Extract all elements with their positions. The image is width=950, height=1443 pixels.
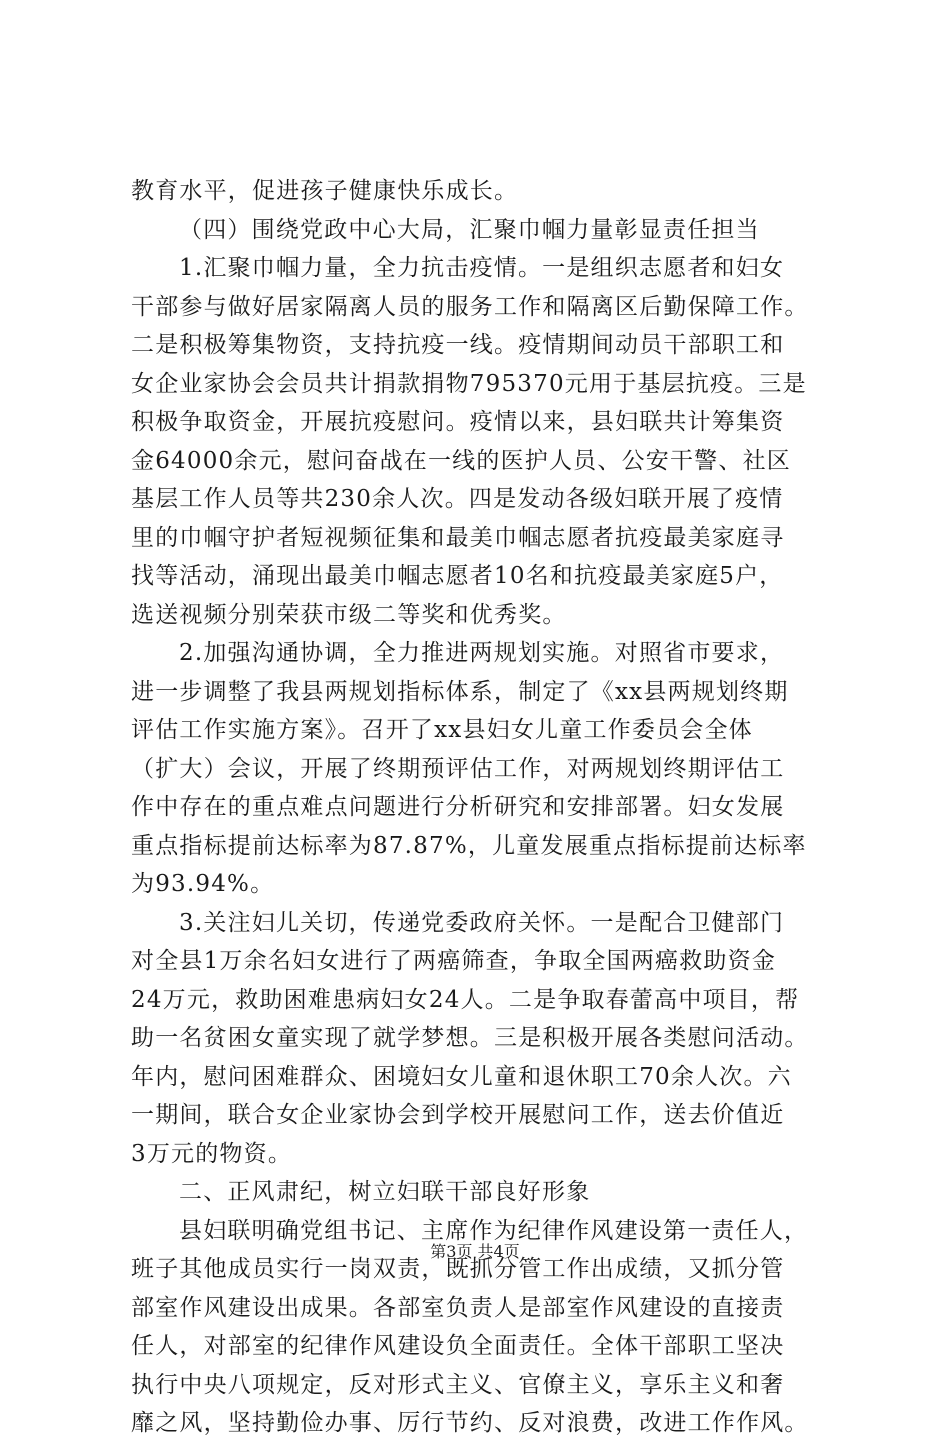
text-line: 教育水平，促进孩子健康快乐成长。 [131,178,519,204]
text-line: 24万元，救助困难患病妇女24人。二是争取春蕾高中项目，帮 [131,986,800,1013]
text-line: 3.关注妇儿关切，传递党委政府关怀。一是配合卫健部门 [179,909,785,936]
text-line: 女企业家协会会员共计捐款捐物795370元用于基层抗疫。三是 [131,370,807,397]
text-line: 金64000余元，慰问奋战在一线的医护人员、公安干警、社区 [131,447,791,474]
text-line: 评估工作实施方案》。召开了xx县妇女儿童工作委员会全体 [131,717,753,743]
text-line: 二、正风肃纪，树立妇联干部良好形象 [179,1179,591,1205]
text-line: 县妇联明确党组书记、主席作为纪律作风建设第一责任人， [179,1217,809,1244]
text-line: （扩大）会议，开展了终期预评估工作，对两规划终期评估工 [131,755,785,782]
text-line: 年内，慰问困难群众、困境妇女儿童和退休职工70余人次。六 [131,1063,792,1090]
text-line: 重点指标提前达标率为87.87%，儿童发展重点指标提前达标率 [131,832,807,859]
text-line: 一期间，联合女企业家协会到学校开展慰问工作，送去价值近 [131,1102,785,1128]
text-line: 作中存在的重点难点问题进行分析研究和安排部署。妇女发展 [131,794,785,820]
text-line: 找等活动，涌现出最美巾帼志愿者10名和抗疫最美家庭5户， [131,563,784,589]
text-line: 对全县1万余名妇女进行了两癌筛查，争取全国两癌救助资金 [131,948,777,974]
text-line: 积极争取资金，开展抗疫慰问。疫情以来，县妇联共计筹集资 [131,409,785,435]
text-line: 任人，对部室的纪律作风建设负全面责任。全体干部职工坚决 [131,1333,785,1359]
text-line: 执行中央八项规定，反对形式主义、官僚主义，享乐主义和奢 [131,1371,785,1398]
text-line: 进一步调整了我县两规划指标体系，制定了《xx县两规划终期 [131,678,789,705]
text-line: 为93.94%。 [131,871,275,897]
page-footer: 第3页 共4页 [430,1242,520,1261]
text-line: 2.加强沟通协调，全力推进两规划实施。对照省市要求， [179,640,785,666]
text-line: 二是积极筹集物资，支持抗疫一线。疫情期间动员干部职工和 [131,332,785,358]
text-line: 部室作风建设出成果。各部室负责人是部室作风建设的直接责 [131,1294,785,1321]
text-line: 干部参与做好居家隔离人员的服务工作和隔离区后勤保障工作。 [131,293,809,320]
text-line: 3万元的物资。 [131,1140,293,1167]
text-line: 里的巾帼守护者短视频征集和最美巾帼志愿者抗疫最美家庭寻 [131,524,785,551]
text-line: 班子其他成员实行一岗双责，既抓分管工作出成绩，又抓分管 [131,1256,785,1282]
text-line: 选送视频分别荣获市级二等奖和优秀奖。 [131,601,567,628]
text-line: 基层工作人员等共230余人次。四是发动各级妇联开展了疫情 [131,486,784,512]
text-line: （四）围绕党政中心大局，汇聚巾帼力量彰显责任担当 [179,216,760,243]
text-line: 靡之风，坚持勤俭办事、厉行节约、反对浪费，改进工作作风。 [131,1410,809,1436]
text-line: 助一名贫困女童实现了就学梦想。三是积极开展各类慰问活动。 [131,1025,809,1051]
text-line: 1.汇聚巾帼力量，全力抗击疫情。一是组织志愿者和妇女 [179,255,785,281]
